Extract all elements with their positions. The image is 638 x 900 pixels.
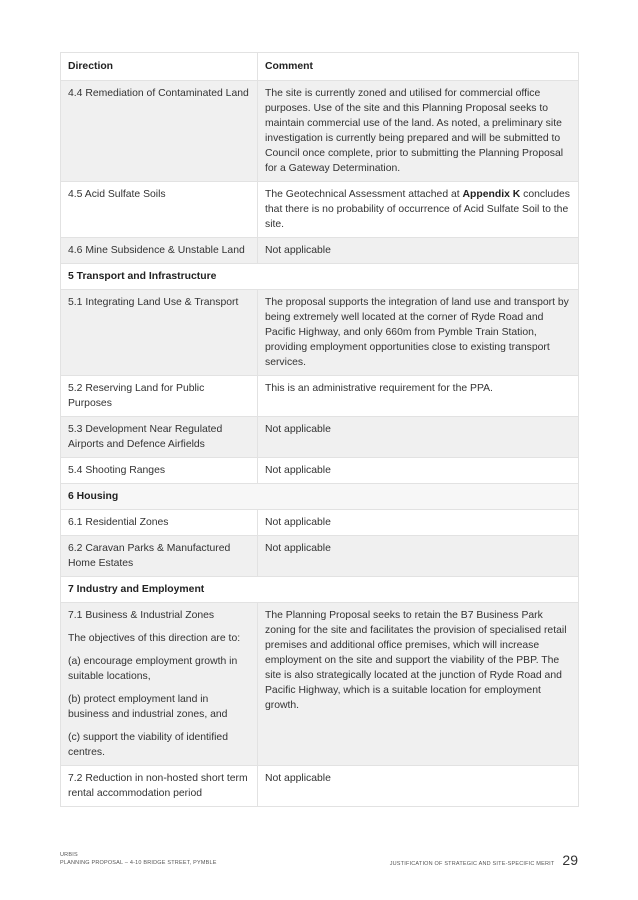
- direction-objective: (c) support the viability of identified centres.: [68, 732, 228, 758]
- comment-cell: Not applicable: [258, 417, 579, 458]
- table-row: [61, 182, 579, 238]
- section-heading: 6 Housing: [61, 484, 579, 510]
- comment-cell: Not applicable: [258, 536, 579, 577]
- table-row: [61, 81, 579, 182]
- comment-cell: The proposal supports the integration of land use and transport by being extremely well located at the corner of Ryde Road and Pacific Highway, and only 660m from Pymble Train Station, providing employment opportunities close to existing transport services.: [258, 290, 579, 376]
- comment-cell: The site is currently zoned and utilised for commercial office purposes. Use of the site and this Planning Proposal seeks to maintain commercial use of the land. As noted, a preliminary site investigation is currently being prepared and will be submitted to Council once complete, prior to submitting the Planning Proposal for a Gateway Determination.: [258, 81, 579, 182]
- comment-text: concludes that there is no probability of occurrence of Acid Sulfate Soil to the site.: [265, 189, 570, 230]
- comment-cell: Not applicable: [258, 510, 579, 536]
- direction-cell: 4.5 Acid Sulfate Soils: [61, 182, 258, 238]
- comment-text: The Geotechnical Assessment attached at: [265, 189, 463, 200]
- table-row: [61, 766, 579, 807]
- section-row: [61, 264, 579, 290]
- direction-objective: (b) protect employment land in business and industrial zones, and: [68, 694, 228, 720]
- appendix-reference: Appendix K: [462, 189, 521, 200]
- table-row: [61, 290, 579, 376]
- direction-cell: 5.3 Development Near Regulated Airports and Defence Airfields: [61, 417, 258, 458]
- comment-cell: [258, 182, 579, 238]
- footer-right: [390, 852, 578, 868]
- section-row: [61, 577, 579, 603]
- table-header-row: [61, 53, 579, 81]
- justification-table: [60, 52, 579, 807]
- direction-objectives-intro: The objectives of this direction are to:: [68, 633, 241, 644]
- footer-company: URBIS: [60, 852, 78, 858]
- header-direction: Direction: [61, 53, 258, 81]
- direction-cell: 4.6 Mine Subsidence & Unstable Land: [61, 238, 258, 264]
- table-row: [61, 417, 579, 458]
- section-heading: 7 Industry and Employment: [61, 577, 579, 603]
- direction-cell: 7.2 Reduction in non-hosted short term rental accommodation period: [61, 766, 258, 807]
- footer-document-title: PLANNING PROPOSAL – 4-10 BRIDGE STREET, PYMBLE: [60, 860, 217, 866]
- table-row: [61, 458, 579, 484]
- direction-objective: (a) encourage employment growth in suitable locations,: [68, 656, 238, 682]
- table-row: [61, 603, 579, 766]
- direction-cell: 5.2 Reserving Land for Public Purposes: [61, 376, 258, 417]
- justification-table-container: [60, 52, 578, 807]
- footer-section-title: JUSTIFICATION OF STRATEGIC AND SITE-SPECIFIC MERIT: [389, 861, 555, 867]
- comment-cell: This is an administrative requirement for the PPA.: [258, 376, 579, 417]
- table-row: [61, 238, 579, 264]
- direction-title: 7.1 Business & Industrial Zones: [68, 610, 215, 621]
- direction-cell: 6.2 Caravan Parks & Manufactured Home Estates: [61, 536, 258, 577]
- direction-cell: 5.1 Integrating Land Use & Transport: [61, 290, 258, 376]
- table-row: [61, 376, 579, 417]
- direction-cell: 5.4 Shooting Ranges: [61, 458, 258, 484]
- section-row: [61, 484, 579, 510]
- page-number: 29: [562, 852, 578, 868]
- direction-cell: 6.1 Residential Zones: [61, 510, 258, 536]
- direction-cell: [61, 603, 258, 766]
- footer-left: [60, 851, 217, 867]
- direction-cell: 4.4 Remediation of Contaminated Land: [61, 81, 258, 182]
- comment-cell: Not applicable: [258, 766, 579, 807]
- comment-cell: Not applicable: [258, 238, 579, 264]
- table-row: [61, 510, 579, 536]
- table-row: [61, 536, 579, 577]
- comment-cell: Not applicable: [258, 458, 579, 484]
- comment-cell: The Planning Proposal seeks to retain the B7 Business Park zoning for the site and facilitates the provision of specialised retail premises and additional office premises, which will increase employment on the site and support the viability of the PBP. The site is also strategically located at the junction of Ryde Road and Pacific Highway, which is a suitable location for employment growth.: [258, 603, 579, 766]
- section-heading: 5 Transport and Infrastructure: [61, 264, 579, 290]
- header-comment: Comment: [258, 53, 579, 81]
